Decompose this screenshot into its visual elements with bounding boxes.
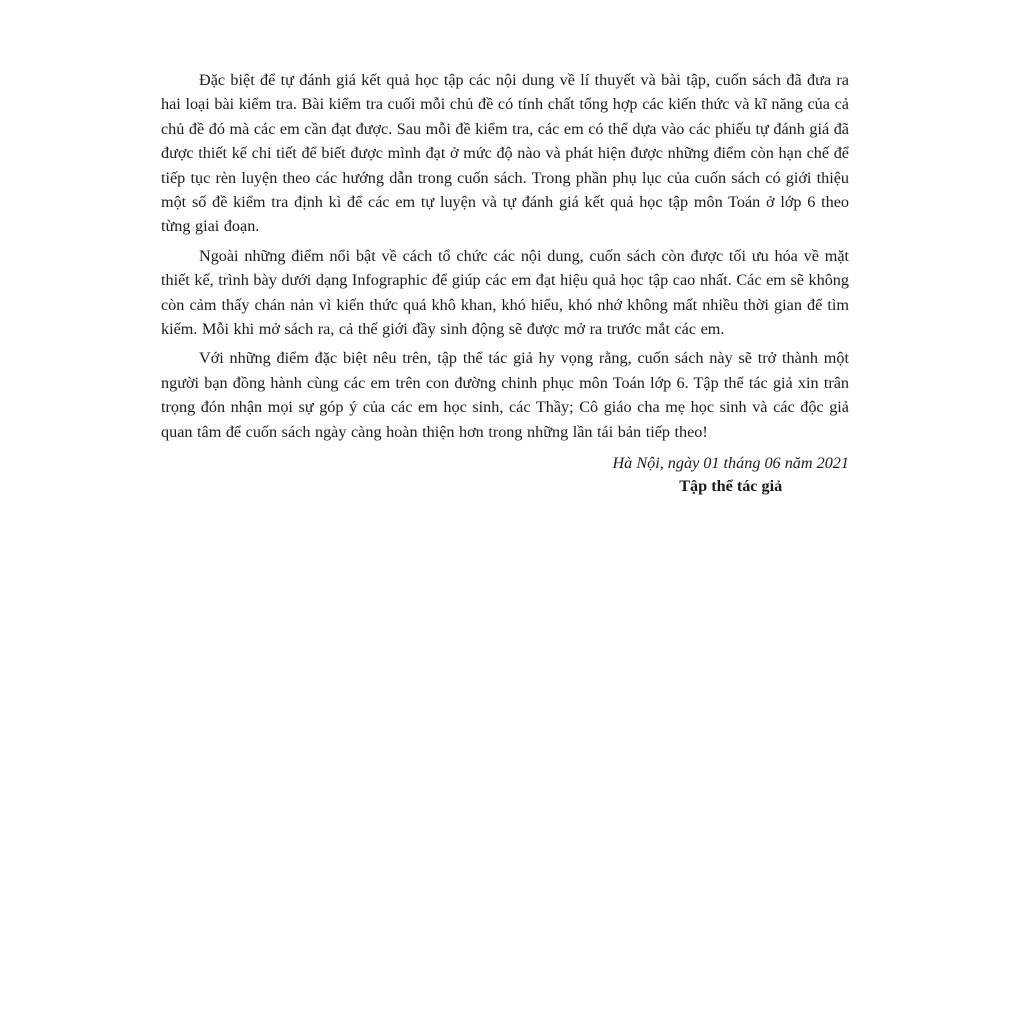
body-paragraph: Với những điểm đặc biệt nêu trên, tập thể tác giả hy vọng rằng, cuốn sách này sẽ trở thành một người bạn đồng hành cùng các em trên con đường chinh phục môn Toán lớp 6. Tập thể tác giả xin trân trọng đón nhận mọi sự góp ý của các em học sinh, các Thầy; Cô giáo cha mẹ học sinh và các độc giả quan tâm để cuốn sách ngày càng hoàn thiện hơn trong những lần tái bản tiếp theo! — [161, 349, 849, 441]
page-text-block — [161, 68, 849, 497]
signature-place-date: Hà Nội, ngày 01 tháng 06 năm 2021 — [612, 454, 849, 473]
body-paragraph: Đặc biệt để tự đánh giá kết quả học tập các nội dung về lí thuyết và bài tập, cuốn sách đã đưa ra hai loại bài kiểm tra. Bài kiểm tra cuối mỗi chủ đề có tính chất tổng hợp các kiến thức và kĩ năng của cả chủ đề đó mà các em cần đạt được. Sau mỗi đề kiểm tra, các em có thể dựa vào các phiếu tự đánh giá đã được thiết kế chi tiết để biết được mình đạt ở mức độ nào và phát hiện được những điểm còn hạn chế để tiếp tục rèn luyện theo các hướng dẫn trong cuốn sách. Trong phần phụ lục của cuốn sách có giới thiệu một số đề kiểm tra định kì để các em tự luyện và tự đánh giá kết quả học tập môn Toán ở lớp 6 theo từng giai đoạn. — [161, 71, 849, 236]
signature-author: Tập thể tác giả — [679, 477, 783, 496]
signature-block — [612, 451, 849, 497]
body-paragraph: Ngoài những điểm nổi bật về cách tổ chức các nội dung, cuốn sách còn được tối ưu hóa về mặt thiết kế, trình bày dưới dạng Infographic để giúp các em đạt hiệu quả học tập cao nhất. Các em sẽ không còn cảm thấy chán nản vì kiến thức quá khô khan, khó hiểu, khó nhớ không mất nhiều thời gian để tìm kiếm. Mỗi khi mở sách ra, cả thế giới đầy sinh động sẽ được mở ra trước mắt các em. — [161, 246, 849, 339]
